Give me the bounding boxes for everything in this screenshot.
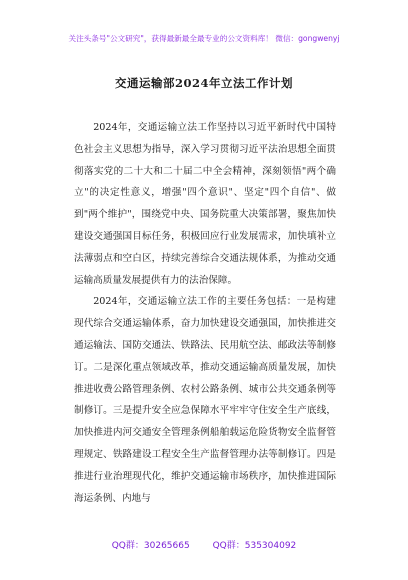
- footer-qq-group-2: QQ群：535304092: [212, 541, 297, 551]
- header-note: 关注头条号"公文研究"，获得最新最全最专业的公文资料库！ 微信：gongwenyj: [68, 34, 340, 43]
- paragraph-1: 2024年，交通运输立法工作坚持以习近平新时代中国特色社会主义思想为指导，深入学习贯彻习近平法治思想全面贯彻落实党的二十大和二十届二中全会精神，深刻领悟"两个确立"的决定性意义，增强"四个意识"、坚定"四个自信"、做到"两个维护"，围绕党中央、国务院重大决策部署，聚焦加快建设交通强国目标任务，积极回应行业发展需求，加快填补立法薄弱点和空白区，持续完善综合交通法规体系，为推动交通运输高质量发展提供有力的法治保障。: [74, 122, 336, 286]
- paragraph-2: 2024年，交通运输立法工作的主要任务包括：一是构建现代综合交通运输体系，奋力加快建设交通强国，加快推进交通运输法、国防交通法、铁路法、民用航空法、邮政法等制修订。二是深化重点领域改革，推动交通运输高质量发展，加快推进收费公路管理条例、农村公路条例、城市公共交通条例等制修订。三是提升安全应急保障水平牢牢守住安全生产底线，加快推进内河交通安全管理条例船舶载运危险货物安全监督管理规定、铁路建设工程安全生产监督管理办法等制修订。四是推进行业治理现代化，维护交通运输市场秩序，加快推进国际海运条例、内地与: [74, 296, 336, 504]
- document-title: 交通运输部2024年立法工作计划: [114, 76, 293, 90]
- footer-qq-group-1: QQ群：30265665: [111, 541, 190, 551]
- document-body: [74, 117, 336, 509]
- footer-note: [0, 538, 408, 551]
